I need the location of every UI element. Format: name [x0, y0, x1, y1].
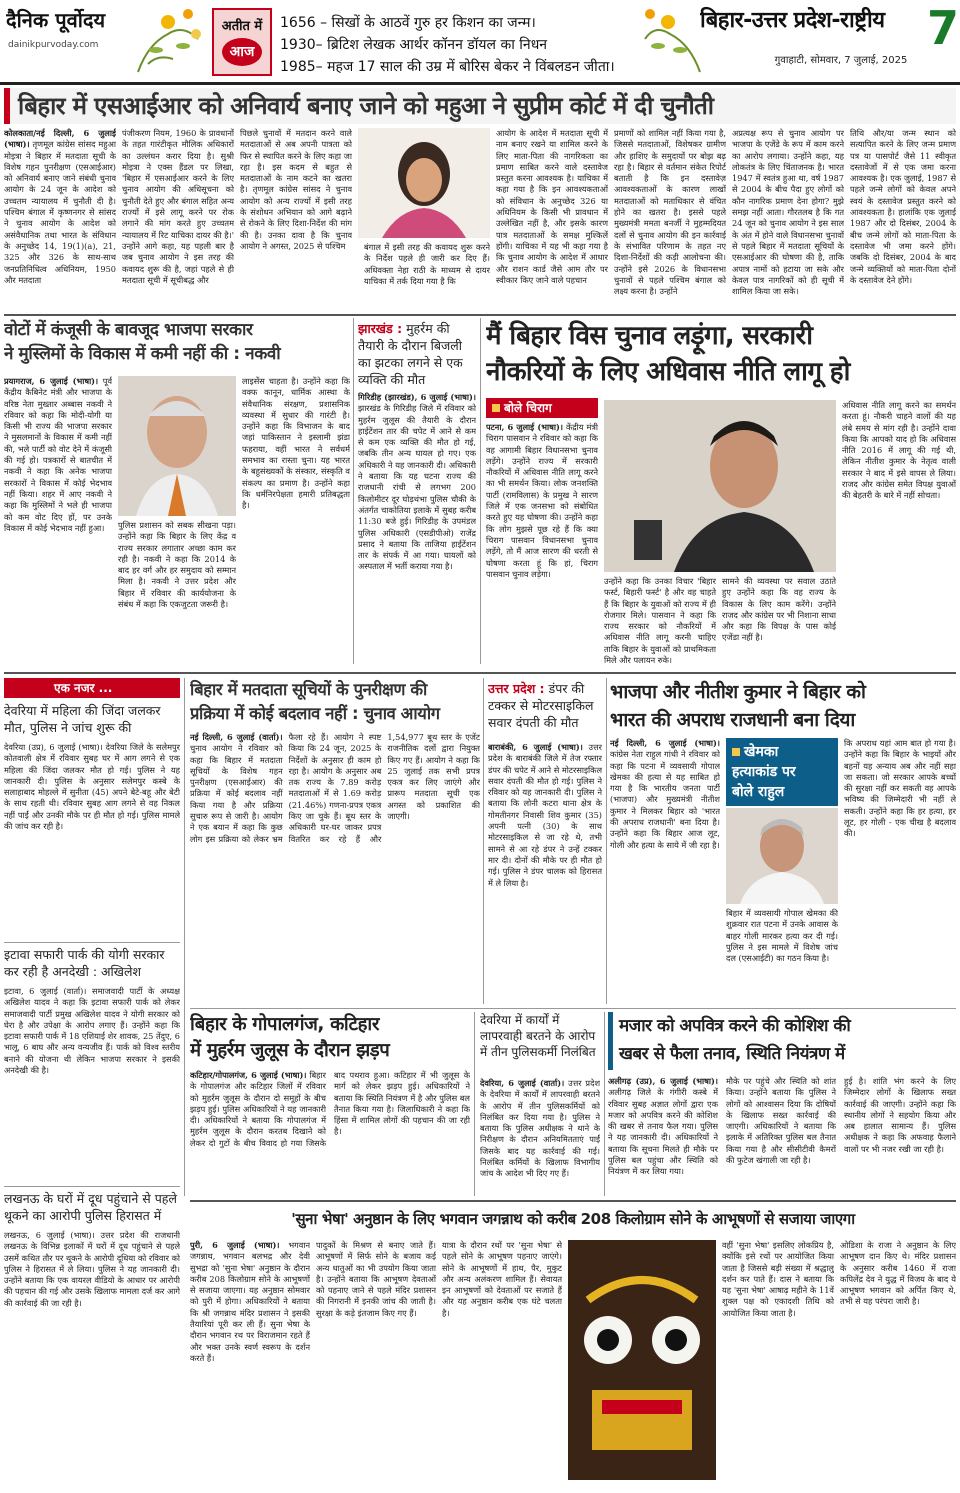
mazar-dateline: अलीगढ़ (उप्र), 6 जुलाई (भाषा)।	[608, 1076, 718, 1086]
upbike-headline-text: डंपर की टक्कर से मोटरसाइकिल सवार दंपती की मौत	[488, 681, 594, 730]
crime-col-1	[610, 738, 720, 1002]
jagannath-col-3: यात्रा के दौरान रथों पर 'सुना भेषा' से पहले सोने के आभूषण पहनाए जाएंगे। सोने के आभूषणों में हाथ, पैर, मुकुट और अन्य अलंकरण शामिल हैं। सेवायत इन आभूषणों को देवताओं पर सजाते हैं और यह अनुष्ठान करीब एक घंटे चलता है।	[442, 1240, 562, 1318]
flower-icon	[640, 4, 706, 74]
chirag-tag-bullet	[492, 404, 500, 412]
lead-headline-box	[4, 88, 956, 124]
flower-decoration-right	[640, 4, 706, 74]
sidebar-story-2-headline: इटावा सफारी पार्क की योगी सरकार कर रही है अनदेखी : अखिलेश	[4, 947, 165, 979]
crime-headline-2: भारत की अपराध राजधानी बना दिया	[610, 709, 855, 731]
person-portrait-icon	[118, 376, 236, 516]
chirag-photo	[604, 400, 836, 572]
history-badge-top: अतीत में	[221, 19, 263, 34]
gopalganj-headline-1: बिहार के गोपालगंज, कटिहार	[190, 1014, 379, 1035]
sidebar-divider-vertical	[184, 678, 185, 1196]
naqvi-jharkhand-divider	[353, 318, 354, 664]
chirag-headline-1: मैं बिहार विस चुनाव लड़ूंगा, सरकारी	[486, 321, 813, 351]
lead-headline: बिहार में एसआईआर को अनिवार्य बनाए जाने को महुआ ने सुप्रीम कोर्ट में दी चुनौती	[18, 92, 714, 120]
history-list	[280, 12, 660, 78]
deoria-headline: देवरिया में कार्यों में लापरवाही बरतने के आरोप में तीन पुलिसकर्मी निलंबित	[480, 1013, 596, 1059]
jagannath-col-4: वहीं 'सुना भेषा' इसलिए लोकप्रिय है, क्योंकि इसे रथों पर आयोजित किया जाता है जिससे बड़ी संख्या में श्रद्धालु दर्शन कर पाते हैं। दास ने बताया कि यह 'सुना भेषा' आषाढ़ महीने के 11वें शुक्ल पक्ष को एकादशी तिथि को आयोजित किया जाता है।	[722, 1240, 834, 1318]
sidebar-story-1-headline: देवरिया में महिला की जिंदा जलकर मौत, पुलिस ने जांच शुरू की	[4, 703, 161, 735]
person-portrait-icon	[604, 400, 836, 572]
gopalganj-dateline: कटिहार/गोपालगंज, 6 जुलाई (भाषा)।	[190, 1070, 307, 1080]
person-portrait-icon	[358, 128, 490, 238]
gopalganj-headline-2: में मुहर्रम जुलूस के दौरान झड़प	[190, 1040, 390, 1061]
deoria-story	[480, 1012, 600, 1196]
lead-col-8: तिथि और/या जन्म स्थान को सत्यापित करने के लिए जन्म प्रमाण पत्र या पासपोर्ट जैसे 11 स्वीकृत दस्तावेजों में से एक जमा करना आवश्यक है। एक जुलाई, 1987 से पहले जन्मे लोगों को केवल अपने स्वयं के दस्तावेज प्रस्तुत करने को आवश्यकता है। हालांकि एक जुलाई 1987 और दो दिसंबर, 2004 के बीच जन्मे लोगों को माता-पिता के दस्तावेज भी जमा करने होंगे। जबकि दो दिसंबर, 2004 के बाद जन्मे व्यक्तियों को माता-पिता दोनों के दस्तावेज देने होंगे।	[850, 128, 956, 285]
lead-col-3: पिछले चुनावों में मतदान करने वाले मतदाताओं से अब अपनी पात्रता को फिर से स्थापित करने के लिए कहा जा रहा है। इस कदम से बहुत से मतदाताओं के नाम कटने का खतरा है। तृणमूल कांग्रेस सांसद ने चुनाव आयोग को अन्य राज्यों में इसी तरह के संशोधन अभियान को आगे बढ़ाने से रोकने के लिए दिशा-निर्देश की मांग की है। उनका दावा है कि चुनाव आयोग ने अगस्त, 2025 से पश्चिम	[240, 128, 352, 251]
naqvi-dateline: प्रयागराज, 6 जुलाई (भाषा)।	[4, 376, 99, 386]
masthead-divider	[0, 82, 960, 85]
crime-col-3: बिहार में व्यवसायी गोपाल खेमका की शुक्रवार रात पटना में उनके आवास के बाहर गोली मारकर हत्या कर दी गई। पुलिस ने इस मामले में विशेष जांच दल (एसआईटी) का गठन किया है।	[726, 908, 838, 964]
jagannath-col-2: पादुकों के मिश्रण से बनाए जाते हैं। आभूषणों में सिर्फ सोने के बजाय कई अन्य धातुओं का भी उपयोग किया जाता है। उन्होंने बताया कि आभूषण देवताओं को पहनाए जाने से पहले मंदिर प्रशासन की निगरानी में इनकी जांच की जाती है। सुरक्षा के कड़े इंतजाम किए गए हैं।	[316, 1240, 436, 1318]
history-item: 1656 – सिखों के आठवें गुरु हर किशन का जन्म।	[280, 15, 536, 31]
ec-dateline: नई दिल्ली, 6 जुलाई (वार्ता)।	[190, 732, 283, 742]
ec-headline-1: बिहार में मतदाता सूचियों के पुनरीक्षण की	[190, 680, 427, 699]
crime-tag	[726, 738, 838, 806]
lead-col-4: बंगाल में इसी तरह की कवायद शुरू करने के निर्देश पहले ही जारी कर दिए हैं। अधिवक्ता नेहा राठी के माध्यम से दायर याचिका में तर्क दिया गया है कि	[364, 242, 490, 286]
page-number: 7	[926, 1, 959, 55]
lead-story	[4, 128, 956, 310]
naqvi-headline-2: ने मुस्लिमों के विकास में कमी नहीं की : नकवी	[4, 344, 281, 364]
mahua-moitra-photo	[358, 128, 490, 238]
jharkhand-story	[358, 320, 476, 666]
mazar-col-3: हुई है। शांति भंग करने के लिए जिम्मेदार लोगों के खिलाफ सख्त कार्रवाई की जाएगी। उन्होंने कहा कि स्थानीय लोगों ने सहयोग किया और अब हालात सामान्य हैं। पुलिस अधीक्षक ने कहा कि अफवाह फैलाने वालों पर भी नजर रखी जा रही है।	[844, 1076, 956, 1154]
deoria-body-text: उत्तर प्रदेश के देवरिया में कार्यों में लापरवाही बरतने के आरोप में तीन पुलिसकर्मियों को निलंबित कर दिया गया है। पुलिस ने बताया कि पुलिस अधीक्षक ने थाने के निरीक्षण के दौरान अनियमितताएं पाईं जिसके बाद यह कार्रवाई की गई। निलंबित कर्मियों के खिलाफ विभागीय जांच के आदेश भी दिए गए हैं।	[480, 1078, 600, 1179]
mazar-col-1-text: अलीगढ़ जिले के गंगीरी कस्बे में रविवार सुबह अज्ञात लोगों द्वारा एक मजार को अपवित्र करने की कोशिश की खबर से तनाव फैल गया। पुलिस ने यह जानकारी दी। अधिकारियों ने बताया कि सूचना मिलते ही मौके पर पुलिस बल पहुंचा और स्थिति को नियंत्रण में कर लिया गया।	[608, 1087, 718, 1177]
lead-dateline: कोलकाता/नई दिल्ली, 6 जुलाई (भाषा)।	[4, 128, 116, 150]
ec-body-text: चुनाव आयोग ने रविवार को कहा कि बिहार में मतदाता सूचियों के विशेष गहन पुनरीक्षण (एसआईआर) की प्रक्रिया में कोई बदलाव नहीं किया गया है और प्रक्रिया सुचारु रूप से जारी है। आयोग ने एक बयान में कहा कि कुछ लोग इस प्रक्रिया को लेकर भ्रम फैला रहे हैं। आयोग ने स्पष्ट किया कि 24 जून, 2025 के निर्देशों के अनुसार ही काम हो रहा है। आयोग के अनुसार अब तक राज्य के 7.89 करोड़ मतदाताओं में से 1.69 करोड़ (21.46%) गणना-प्रपत्र एकत्र किए जा चुके हैं। बूथ स्तर के अधिकारी घर-घर जाकर प्रपत्र वितरित कर रहे हैं और 1,54,977 बूथ स्तर के एजेंट राजनीतिक दलों द्वारा नियुक्त किए गए हैं। आयोग ने कहा कि 25 जुलाई तक सभी प्रपत्र एकत्र कर लिए जाएंगे और प्रारूप मतदाता सूची एक अगस्त को प्रकाशित की जाएगी।	[190, 732, 480, 844]
deity-image-icon	[568, 1240, 716, 1480]
sidebar-divider-2	[4, 1186, 180, 1187]
crime-headline-1: भाजपा और नीतीश कुमार ने बिहार को	[610, 681, 866, 703]
jagannath-col-1-text: भगवान जगन्नाथ, भगवान बलभद्र और देवी सुभद्रा को 'सुना भेषा' अनुष्ठान के दौरान करीब 208 किलोग्राम सोने के आभूषणों से सजाया जाएगा। यह अनुष्ठान सोमवार को पुरी में होगा। अधिकारियों ने बताया कि श्री जगन्नाथ मंदिर प्रशासन ने इसकी तैयारियां पूरी कर ली हैं। सुना भेषा के दौरान भगवान रथ पर विराजमान रहते हैं और भक्त उनके स्वर्ण स्वरूप के दर्शन करते हैं।	[190, 1240, 310, 1363]
naqvi-story	[4, 318, 350, 668]
lead-col-5: आयोग के आदेश में मतदाता सूची में नाम बनाए रखने या शामिल करने के लिए माता-पिता की नागरिकता का प्रमाण साबित करने वाले दस्तावेज प्रस्तुत करना आवश्यक है। याचिका में कहा गया है कि इन आवश्यकताओं को संविधान के अनुच्छेद 326 या अधिनियम के किसी भी प्रावधान में उल्लेखित नहीं है, और इसके कारण पात्र मतदाताओं के समक्ष मुश्किलें होंगी। याचिका में यह भी कहा गया है कि चुनाव आयोग के आदेश में आधार और राशन कार्ड जैसे आम तौर पर स्वीकार किए जाने वाले पहचान	[496, 128, 608, 285]
crime-story	[610, 678, 956, 1004]
deoria-mazar-divider	[604, 1012, 605, 1196]
sidebar	[4, 678, 180, 1466]
chirag-story	[486, 318, 956, 668]
jharkhand-headline	[358, 320, 476, 388]
crime-tag-text-3: बोले राहुल	[732, 784, 785, 800]
upbike-body-text: उत्तर प्रदेश के बाराबंकी जिले में तेज रफ्तार डंपर की चपेट में आने से मोटरसाइकिल सवार दंपती की मौत हो गई। पुलिस ने रविवार को यह जानकारी दी। पुलिस ने बताया कि लोनी कटरा थाना क्षेत्र के गोमतीनगर निवासी शिव कुमार (35) अपनी पत्नी (30) के साथ मोटरसाइकिल से जा रहे थे, तभी सामने से आ रहे डंपर ने उन्हें टक्कर मार दी। दोनों की मौके पर ही मौत हो गई। पुलिस ने डंपर चालक को हिरासत में ले लिया है।	[488, 742, 602, 888]
crime-dateline: नई दिल्ली, 6 जुलाई (भाषा)।	[610, 738, 720, 748]
history-item: 1985– महज 17 साल की उम्र में बोरिस बेकर ने विंबलडन जीता।	[280, 59, 615, 75]
gopalganj-body	[190, 1070, 470, 1194]
lead-col-7: अप्रत्यक्ष रूप से चुनाव आयोग पर भाजपा के एजेंडे के रूप में काम करने का आरोप लगाया। उन्होंने कहा, यह लोकतंत्र के लिए चिंताजनक है। भारत 1947 में स्वतंत्र हुआ था, वर्ष 1987 से 2004 के बीच पैदा हुए लोगों को कौन नागरिक प्रमाण देना होगा? मुझे समझ नहीं आता। गौरतलब है कि गत 24 जून को चुनाव आयोग ने इस साल के अंत में होने वाले विधानसभा चुनावों से पहले बिहार में मतदाता सूचियों के एसआईआर की घोषणा की है, ताकि अपात्र नामों को हटाया जा सके और केवल पात्र नागरिकों को ही सूची में शामिल किया जा सके।	[732, 128, 844, 297]
history-badge-bottom: आज	[222, 38, 262, 66]
deoria-dateline: देवरिया, 6 जुलाई (वार्ता)।	[480, 1078, 565, 1088]
upbike-headline	[488, 680, 602, 731]
sidebar-story-1	[4, 702, 180, 938]
crime-tag-line-1	[732, 742, 832, 762]
chirag-dateline: पटना, 6 जुलाई (भाषा)।	[486, 422, 563, 432]
chirag-tag-text: बोले चिराग	[504, 401, 552, 415]
rahul-gandhi-photo	[726, 808, 838, 904]
sidebar-story-3-body: लखनऊ, 6 जुलाई (भाषा)। उत्तर प्रदेश की राजधानी लखनऊ के विभिन्न इलाकों में घरों में दूध पहुंचाने से पहले उसमें कथित तौर पर थूकने के आरोपी दूधिया को रविवार को पुलिस ने हिरासत में ले लिया। पुलिस ने यह जानकारी दी। उन्होंने बताया कि एक वायरल वीडियो के आधार पर आरोपी की पहचान की गई और उसके खिलाफ मामला दर्ज कर आगे की कार्रवाई की जा रही है।	[4, 1230, 180, 1308]
naqvi-col-1	[4, 376, 112, 666]
sidebar-tag: एक नजर ...	[4, 678, 180, 698]
mazar-headline-1: मजार को अपवित्र करने की कोशिश की	[619, 1016, 851, 1036]
lead-col-1	[4, 128, 116, 308]
jagannath-dateline: पुरी, 6 जुलाई (भाषा)।	[190, 1240, 280, 1250]
lead-col-1-text: तृणमूल कांग्रेस सांसद महुआ मोइत्रा ने बिहार में मतदाता सूची के विशेष गहन पुनरीक्षण (एसआईआर) को अनिवार्य बनाए जाने संबंधी चुनाव आयोग के 24 जून के आदेश को उच्चतम न्यायालय में चुनौती दी है। पश्चिम बंगाल में कृष्णनगर से सांसद ने चुनाव आयोग के आदेश को असंवैधानिक तथा भारत के संविधान के अनुच्छेद 14, 19(1)(a), 21, 325 और 326 के साथ-साथ जनप्रतिनिधित्व अधिनियम, 1950 और मतदाता	[4, 139, 116, 285]
sidebar-divider-1	[4, 942, 180, 943]
chirag-col-4: अधिवास नीति लागू करने का समर्थन करता हूं। नौकरी चाहने वालों की यह लंबे समय से मांग रही है। उन्होंने दावा किया कि आपको याद हो कि अधिवास नीति 2016 में लागू की गई थी, लेकिन नीतीश कुमार के नेतृत्व वाली सरकार ने बाद में इसे वापस ले लिया। राजद और कांग्रेस समेत विपक्ष युवाओं की बेहतरी के बारे में नहीं सोचता।	[842, 400, 956, 501]
jagannath-col-1	[190, 1240, 310, 1488]
chirag-col-1	[486, 422, 598, 666]
naqvi-photo	[118, 376, 236, 516]
ec-story	[190, 678, 480, 1004]
mazar-headline-box	[608, 1012, 956, 1070]
mid-rule-3	[190, 1200, 956, 1202]
crime-tag-bullet	[732, 748, 740, 756]
lead-bottom-rule	[4, 314, 956, 316]
ec-headline-2: प्रक्रिया में कोई बदलाव नहीं : चुनाव आयोग	[190, 704, 440, 723]
section-title-text: बिहार-उत्तर प्रदेश-राष्ट्रीय	[700, 8, 885, 33]
gopalganj-body-text: बिहार के गोपालगंज और कटिहार जिलों में रविवार को मुहर्रम जुलूस के दौरान दो समूहों के बीच झड़प हुई। पुलिस अधिकारियों ने यह जानकारी दी। अधिकारियों ने बताया कि गोपालगंज में मुहर्रम जुलूस के दौरान करतब दिखाने को लेकर दो गुटों के बीच विवाद हो गया जिसके बाद पथराव हुआ। कटिहार में भी जुलूस के मार्ग को लेकर झड़प हुई। अधिकारियों ने बताया कि स्थिति नियंत्रण में है और पुलिस बल तैनात किया गया है। जिलाधिकारी ने कहा कि हिंसा में शामिल लोगों की पहचान की जा रही है।	[190, 1070, 470, 1148]
upbike-crime-divider	[606, 678, 607, 1004]
flower-icon	[128, 4, 208, 74]
jharkhand-dateline: गिरिडीह (झारखंड), 6 जुलाई (भाषा)।	[358, 392, 476, 402]
jharkhand-body-text: झारखंड के गिरिडीह जिले में रविवार को मुहर्रम जुलूस की तैयारी के दौरान हाईटेंशन तार की चपेट में आने से कम से कम एक व्यक्ति की मौत हो गई, जबकि तीन अन्य घायल हो गए। एक अधिकारी ने यह जानकारी दी। अधिकारी ने बताया कि यह घटना राज्य की राजधानी रांची से लगभग 200 किलोमीटर दूर घोड़थंभा पुलिस चौकी के अंतर्गत चाकोतिया इलाके में सुबह करीब 11:30 बजे हुई। गिरिडीह के उपमंडल पुलिस अधिकारी (एसडीपीओ) राजेंद्र प्रसाद ने बताया कि ताजिया हाईटेंशन तार के संपर्क में आ गया। घायलों को अस्पताल में भर्ती कराया गया है।	[358, 403, 476, 572]
history-badge	[212, 8, 272, 76]
lead-col-6: प्रमाणों को शामिल नहीं किया गया है, जिससे मतदाताओं, विशेषकर ग्रामीण और हाशिए के समुदायों पर बोझ बढ़ रहा है। बिहार से वर्तमान संकेत रिपोर्ट बताती है कि इन दस्तावेज़ आवश्यकताओं के कारण लाखों मतदाताओं को मताधिकार से वंचित होने का खतरा है। इससे पहले मुख्यमंत्री ममता बनर्जी ने मुहम्मदियत दलों से चुनाव आयोग की इन कार्रवाई के संभावित परिणाम के तहत नए दिशा-निर्देशों की कड़ी आलोचना की। उन्होंने इसे 2026 के विधानसभा चुनावों से पहले पश्चिम बंगाल को लक्ष्य करना है। उन्होंने	[614, 128, 726, 297]
crime-col-1-text: कांग्रेस नेता राहुल गांधी ने रविवार को कहा कि पटना में व्यवसायी गोपाल खेमका की हत्या से यह साबित हो गया है कि भारतीय जनता पार्टी (भाजपा) और मुख्यमंत्री नीतीश कुमार ने मिलकर बिहार को 'भारत की अपराध राजधानी' बना दिया है। उन्होंने कहा कि बिहार आज लूट, गोली और हत्या के साये में जी रहा है।	[610, 749, 720, 850]
flower-decoration-left	[128, 4, 208, 74]
jharkhand-body	[358, 392, 476, 664]
mid-rule-1	[4, 672, 956, 674]
mazar-headline-2: खबर से फैला तनाव, स्थिति नियंत्रण में	[619, 1044, 845, 1064]
jagannath-story	[190, 1206, 956, 1490]
history-item: 1930– ब्रिटिश लेखक आर्थर कॉनन डॉयल का निधन	[280, 37, 548, 53]
chirag-col-1-text: केंद्रीय मंत्री चिराग पासवान ने रविवार को कहा कि वह आगामी बिहार विधानसभा चुनाव लड़ेंगे। उन्होंने राज्य में सरकारी नौकरियों में अधिवास नीति लागू करने का भी समर्थन किया। लोक जनशक्ति पार्टी (रामविलास) के प्रमुख ने सारण जिले में एक जनसभा को संबोधित करते हुए यह घोषणा की। उन्होंने कहा कि लोग मुझसे पूछ रहे हैं कि क्या चिराग पासवान विधानसभा चुनाव लड़ेंगे, तो मैं आज सारण की धरती से घोषणा करता हूं कि हां, चिराग पासवान चुनाव लड़ेगा।	[486, 422, 598, 579]
lead-col-2: पंजीकरण नियम, 1960 के प्रावधानों के तहत गारंटीकृत मौलिक अधिकारों का उल्लंघन करार दिया है। सुश्री मोइत्रा ने एक्स हैंडल पर लिखा, 'बिहार में एसआईआर करने के लिए चुनाव आयोग की अधिसूचना को चुनौती देते हुए और बंगाल सहित अन्य राज्यों में इसे लागू करने पर रोक लगाने की मांग करते हुए उच्चतम न्यायालय में रिट याचिका दायर की है।' उन्होंने आगे कहा, यह पहली बार है जब चुनाव आयोग ने इस तरह की कवायद शुरू की है, जहां पहले से ही मतदाता सूची में सूचीबद्ध और	[122, 128, 234, 285]
chirag-tag	[486, 398, 598, 418]
mazar-story	[608, 1012, 956, 1196]
section-title	[700, 4, 925, 44]
sidebar-story-2-body: इटावा, 6 जुलाई (वार्ता)। समाजवादी पार्टी के अध्यक्ष अखिलेश यादव ने कहा कि इटावा सफारी पार्क को लेकर समाजवादी पार्टी प्रमुख अखिलेश यादव ने योगी सरकार को घेरा है और उपेक्षा के आरोप लगाए हैं। उन्होंने कहा कि इटावा सफारी पार्क में 18 एशियाई शेर शावक, 25 तेंदुए, 6 भालू, 6 बाघ और अन्य वन्यजीव हैं। पार्क को विश्व स्तरीय बनाने की योजना थी लेकिन भाजपा सरकार ने इसकी अनदेखी की है।	[4, 986, 180, 1076]
jharkhand-headline-text: मुहर्रम की तैयारी के दौरान बिजली का झटका लगने से एक व्यक्ति की मौत	[358, 321, 463, 387]
crime-tag-text-2: हत्याकांड पर	[732, 764, 796, 780]
sidebar-story-2	[4, 946, 180, 1182]
person-portrait-icon	[726, 808, 838, 904]
issue-date: गुवाहाटी, सोमवार, 7 जुलाई, 2025	[774, 55, 908, 66]
deoria-body	[480, 1078, 600, 1194]
chirag-col-3: सामने की व्यवस्था पर सवाल उठाते हुए उन्होंने कहा कि वह राज्य के विकास के लिए काम करेंगे। उन्होंने राजद और कांग्रेस पर भी निशाना साधा और कहा कि विपक्ष के पास कोई एजेंडा नहीं है।	[722, 576, 836, 643]
upbike-kicker: उत्तर प्रदेश :	[488, 681, 545, 696]
chirag-col-2: उन्होंने कहा कि उनका विचार 'बिहार फर्स्ट, बिहारी फर्स्ट' है और वह चाहते हैं कि बिहार के युवाओं को राज्य में ही रोजगार मिले। पासवान ने कहा कि राज्य सरकार को नौकरियों में अधिवास नीति लागू करनी चाहिए ताकि बिहार के युवाओं को प्राथमिकता मिले और पलायन रुके।	[604, 576, 716, 666]
sidebar-story-1-body: देवरिया (उप्र), 6 जुलाई (भाषा)। देवरिया जिले के सलेमपुर कोतवाली क्षेत्र में रविवार सुबह घर में आग लगने से एक महिला की जिंदा जलकर मौत हो गई। पुलिस ने यह जानकारी दी। पुलिस के अनुसार सलेमपुर कस्बे के सलाहाबाद मोहल्ले में सुनीता (45) अपने बेटे-बहू और बेटी के साथ रहती थी। रविवार सुबह आग लगने से वह निकल नहीं पाईं और उनकी मौके पर ही मौत हो गई। पुलिस मामले की जांच कर रही है।	[4, 742, 180, 832]
upbike-story	[488, 680, 602, 1000]
jharkhand-chirag-divider	[480, 318, 481, 664]
ec-body	[190, 732, 480, 1002]
upbike-body	[488, 742, 602, 998]
chirag-headline-2: नौकरियों के लिए अधिवास नीति लागू हो	[486, 357, 850, 387]
naqvi-col-3: लाइसेंस चाहता है। उन्होंने कहा कि वक्फ कानून, धार्मिक आस्था के संवैधानिक संरक्षण, प्रशासनिक व्यवस्था में सुधार की गारंटी है। उन्होंने कहा कि विभाजन के बाद जहां पाकिस्तान ने इस्लामी झंडा फहराया, वहीं भारत ने सर्वधर्म समभाव का रास्ता चुना। यह भारत के बहुसंख्यकों के संस्कार, संस्कृति व संकल्प का प्रमाण है। उन्होंने कहा कि धर्मनिरपेक्षता हमारी प्रतिबद्धता है।	[242, 376, 350, 511]
ec-upbike-divider	[483, 678, 484, 1004]
paper-name-text: दैनिक पूर्वोदय	[6, 8, 106, 32]
gopalganj-deoria-divider	[474, 1012, 475, 1196]
jagannath-photo	[568, 1240, 716, 1480]
mid-rule-2	[190, 1008, 956, 1009]
masthead	[0, 0, 960, 82]
upbike-dateline: बाराबंकी, 6 जुलाई (भाषा)।	[488, 742, 583, 752]
naqvi-headline-1: वोटों में कंजूसी के बावजूद भाजपा सरकार	[4, 320, 253, 340]
sidebar-story-3-headline: लखनऊ के घरों में दूध पहुंचाने से पहले थूकने का आरोपी पुलिस हिरासत में	[4, 1191, 177, 1223]
naqvi-col-2: पुलिस प्रशासन को सबक सीखना पड़ा। उन्होंने कहा कि बिहार के लिए केंद्र व राज्य सरकार लगातार अच्छा काम कर रही है। नकवी ने कहा कि 2014 के बाद हर वर्ग और हर समुदाय को सम्मान मिला है। नकवी ने उत्तर प्रदेश और बिहार में रविवार की कार्ययोजना के संबंध में कहा कि एकजुटता जरूरी है।	[118, 520, 236, 610]
jagannath-headline: 'सुना भेषा' अनुष्ठान के लिए भगवान जगन्नाथ को करीब 208 किलोग्राम सोने के आभूषणों से सजाया जाएगा	[291, 1210, 855, 1228]
mazar-col-1	[608, 1076, 718, 1194]
website: dainikpurvoday.com	[8, 40, 99, 50]
naqvi-col-1-text: पूर्व केंद्रीय कैबिनेट मंत्री और भाजपा के वरिष्ठ नेता मुख्तार अब्बास नकवी ने रविवार को कहा कि मोदी-योगी या किसी भी राज्य की भाजपा सरकार ने मुसलमानों के विकास में कमी नहीं की, भले पार्टी को वोट देने में कंजूसी की गई हो। पत्रकारों से बातचीत में नकवी ने कहा कि अनेक भाजपा सरकारों ने विकास में कोई भेदभाव नहीं किया। शहर में आए नकवी ने कहा कि मुस्लिमों ने भले ही भाजपा को कम वोट दिए हों, पर उनके विकास में कोई भेदभाव नहीं हुआ।	[4, 376, 112, 533]
crime-col-2: कि अपराध यहां आम बात हो गया है। उन्होंने कहा कि बिहार के भाइयों और बहनों यह अन्याय अब और नहीं सहा जा सकता। जो सरकार आपके बच्चों की सुरक्षा नहीं कर सकती वह आपके भविष्य की जिम्मेदारी भी नहीं ले सकती। उन्होंने कहा कि हर हत्या, हर लूट, हर गोली - एक चीख है बदलाव की।	[844, 738, 956, 839]
mazar-col-2: मौके पर पहुंचे और स्थिति को शांत किया। उन्होंने बताया कि पुलिस ने लोगों को आश्वासन दिया कि दोषियों के खिलाफ सख्त कार्रवाई की जाएगी। अधिकारियों ने बताया कि इलाके में अतिरिक्त पुलिस बल तैनात किया गया है और सीसीटीवी कैमरों की फुटेज खंगाली जा रही है।	[726, 1076, 836, 1166]
jharkhand-kicker: झारखंड :	[358, 321, 403, 336]
gopalganj-story	[190, 1012, 470, 1196]
jagannath-col-5: ओडिशा के राजा ने अनुष्ठान के लिए आभूषण दान किए थे। मंदिर प्रशासन के अनुसार करीब 1460 में राजा कपिलेंद्र देव ने युद्ध में विजय के बाद ये आभूषण भगवान को अर्पित किए थे, तभी से यह परंपरा जारी है।	[840, 1240, 956, 1307]
crime-tag-text-1: खेमका	[744, 744, 779, 760]
sidebar-story-3	[4, 1190, 180, 1464]
